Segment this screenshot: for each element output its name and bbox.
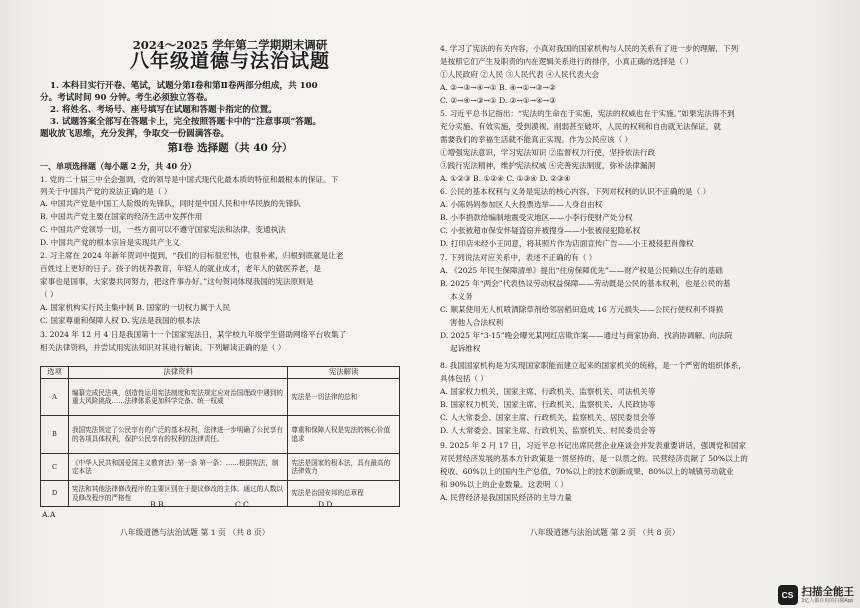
option-line: ③践行宪法精神，维护宪法权威 ④完善宪法制度，弥补法律漏洞 — [440, 161, 656, 170]
answer-choice: A.A — [42, 510, 56, 519]
scanner-watermark — [778, 585, 855, 605]
answer-choice: D.D — [318, 500, 333, 509]
reading-cell: 宪法是治国安邦的总章程 — [288, 481, 400, 507]
reading-cell: 宪法是一切法律的总和 — [288, 379, 400, 416]
exam-page-1 — [40, 0, 420, 580]
page-footer: 八年级道德与法治试题 第 1 页 （共 8 页） — [120, 528, 270, 537]
law-material-table — [40, 366, 400, 507]
option-line: D. 打印店未经小王同意，将其照片作为店面宣传广告——小王被侵犯肖像权 — [440, 239, 694, 248]
option-line: C. 顺某使用无人机喷洒除草剂给邻居稻田造成 16 万元损失——公民行使权利不得损 — [440, 305, 724, 314]
exam-term-title: 2024～2025 学年第二学期期末调研 — [132, 38, 328, 52]
option-line: C. 小张被超市保安怀疑盗窃并被搜身——小张被侵犯隐私权 — [440, 226, 641, 235]
table-row — [41, 379, 400, 416]
question-line: 6. 公民的基本权利与义务是宪法的核心内容。下列对权利的认识不正确的是（ ） — [440, 187, 711, 196]
question-line: 2. 习主席在 2024 年新年贺词中提到，“我们的目标很宏伟，也很朴素，归根到底就是让老 — [40, 251, 344, 260]
option-line: A. 国家机构实行民主集中制 B. 国家的一切权力属于人民 — [40, 303, 231, 312]
option-line: A. 国家权力机关、国家主席、行政机关、监察机关、司法机关等 — [440, 387, 656, 396]
option-line: A. 小陈妈妈参加区人大投票选举——人身自由权 — [440, 200, 603, 209]
option-line: C. 国家尊重和保障人权 D. 宪法是我国的根本法 — [40, 316, 201, 325]
reading-cell: 宪法是国家的根本法，具有最高的法律效力 — [288, 454, 400, 481]
camscanner-logo-icon: CS — [778, 585, 798, 605]
table-row — [41, 416, 400, 454]
question-line: （ ） — [40, 290, 58, 299]
watermark-tagline: 3亿人都在用的扫描App — [801, 597, 854, 604]
question-line: 相关法律资料，并尝试用宪法知识对其进行解读。下列解读正确的是（ ） — [40, 343, 286, 352]
watermark-app-name: 扫描全能王 — [801, 585, 854, 598]
question-line: 百姓过上更好的日子。孩子的抚养教育，年轻人的就业成才，老年人的就医养老，是 — [40, 264, 321, 273]
table-row — [41, 454, 400, 481]
question-line: 7. 下列说法对应关系中，表述不正确的有（ ） — [440, 253, 597, 262]
option-line: 害他人合法权利 — [450, 318, 504, 327]
reading-cell: 尊重和保障人权是宪法的核心价值追求 — [288, 416, 400, 454]
option-line: 本义务 — [450, 292, 473, 301]
option-line: B. 2025 年“两会”代表热议劳动权益保障——劳动既是公民的基本权利，也是公民的基 — [440, 279, 731, 288]
question-line: 需要我们的幸福生活就不能真正实现。作为公民应该（ ） — [440, 135, 633, 144]
section-title: 第Ⅰ卷 选择题（共 40 分） — [167, 142, 293, 154]
option-line: A. 民营经济是我国国民经济的主导力量 — [440, 493, 572, 502]
option-line: A. ②→③→④→① B. ④→①→③→② — [440, 83, 556, 92]
exam-subject-title: 八年级道德与法治试题 — [129, 50, 330, 72]
question-line: 5. 习近平总书记指出：“宪法的生命在于实施，宪法的权威也在于实施。”如果宪法得不到 — [440, 109, 735, 118]
option-line: B. 国家权力机关、国家主席、行政机关、监察机关、人民政协等 — [440, 400, 656, 409]
question-line: 4. 学习了宪法的有关内容，小真对我国的国家机构与人民的关系有了进一步的理解，下列 — [440, 44, 739, 53]
question-line: 列关于中国共产党的说法正确的是（ ） — [40, 187, 172, 196]
option-line: D. 人大常委会、国家主席、行政机关、监察机关、村民委员会等 — [440, 426, 656, 435]
option-line: 起诉维权 — [450, 344, 481, 353]
instruction-line: 2. 将姓名、考场号、座号填写在试题和答题卡指定的位置。 — [50, 105, 277, 115]
option-line: C. ②→④→③→① D. ②→①→④→③ — [440, 96, 557, 105]
page-footer: 八年级道德与法治试题 第 2 页 （共 8 页） — [530, 528, 680, 537]
material-cell: 编纂完成民法典，创造性运用宪法制度和宪法规定应对治国理政中遇到的重大风险挑战……法律体系更加科学完备、统一权威 — [68, 379, 287, 416]
option-cell: D — [41, 481, 69, 507]
table-header: 法律资料 — [68, 367, 287, 379]
option-line: B. 小李捐款给编制地震受灾地区——小李行使财产处分权 — [440, 213, 633, 222]
option-line: A. 中国共产党是中国工人阶级的先锋队，同时是中国人民和中华民族的先锋队 — [40, 199, 301, 208]
instruction-line: 分。考试时间 90 分钟。考生必须独立答卷。 — [40, 93, 213, 103]
material-cell: 宪法和其他法律修改程序的主要区别在于提议修改的主体、通过的人数以及修改程序的严格性 — [68, 481, 287, 507]
exam-page-2 — [440, 0, 830, 580]
material-cell: 我国宪法规定了公民享有的广泛的基本权利，法律进一步明确了公民享有的各项具体权利，保护公民享有的权利的法律责任。 — [68, 416, 287, 454]
option-line: C. 中国共产党领导一切，一些方面可以不遵守国家宪法和法律，变通执法 — [40, 225, 286, 234]
question-line: 3. 2024 年 12 月 4 日是我国第十一个国家宪法日，某学校九年级学生借助网络平台收集了 — [40, 330, 347, 339]
question-line: 8. 我国国家机构是为实现国家职能而建立起来的国家机关的统称，是一个严密的组织体系， — [440, 361, 746, 370]
option-line: C. 人大常委会、国家主席、行政机关、监察机关、居民委员会等 — [440, 413, 656, 422]
section-subtitle: 一、单项选择题（每小题 2 分，共 40 分） — [40, 161, 196, 171]
option-cell: A — [41, 379, 69, 416]
question-line: 是按照它们产生及职责的内在逻辑关系进行的排序，小真正确的选择是（ ） — [440, 57, 694, 66]
option-line: D. 中国共产党的根本宗旨是实现共产主义 — [40, 238, 180, 247]
answer-choice: C.C — [235, 500, 249, 509]
question-line: 家事也是国事，大家要共同努力，把这件事办好。”这句贺词体现我国的宪法原则是 — [40, 277, 314, 286]
option-line: ①人民政府 ②人民 ③人民代表 ④人民代表大会 — [440, 70, 600, 79]
question-line: 税收、60%以上的国内生产总值、70%以上的技术创新成果、80%以上的城镇劳动就业 — [440, 467, 734, 476]
option-cell: B — [41, 416, 69, 454]
question-line: 和 90%以上的企业数量。这表明（ ） — [440, 480, 569, 489]
answer-choice: B.B — [150, 500, 164, 509]
option-line: B. 中国共产党主要在国家的经济生活中发挥作用 — [40, 212, 203, 221]
table-row — [41, 481, 400, 507]
question-line: 具体包括（ ） — [440, 374, 488, 383]
material-cell: 《中华人民共和国爱国主义教育法》第一条 第一条：……根据宪法，制定本法 — [68, 454, 287, 481]
question-line: 充分实施、有效实施，受到漠视、削弱甚至破坏，人民的权利和自由就无法保证，就 — [440, 122, 721, 131]
instruction-line: 1. 本科目实行开卷、笔试，试题分第Ⅰ卷和第Ⅱ卷两部分组成，共 100 — [50, 81, 318, 91]
option-cell: C — [41, 454, 69, 481]
question-line: 9. 2025 年 2 月 17 日，习近平总书记出席民营企业座谈会并发表重要讲话，强调党和国家 — [440, 441, 747, 450]
instruction-line: 3. 试题答案全部写在答题卡上，完全按照答题卡中的“注意事项”答题。 — [50, 117, 322, 127]
question-line: 对民营经济发展的基本方针政策是一贯坚持的、是一以贯之的。民营经济贡献了 50%以上的 — [440, 454, 748, 463]
instruction-line: 题收放飞思维，充分发挥，争取交一份圆满答卷。 — [40, 129, 230, 139]
table-header: 选项 — [41, 367, 69, 379]
option-line: A. 《2025 年民生保障清单》提出“住房保障优先”——财产权是公民赖以生存的基础 — [440, 266, 723, 275]
option-line: A. ①②③ B. ①②④ C. ①③④ D. ②③④ — [440, 174, 571, 183]
option-line: D. 2025 年“3·15”晚会曝光某网红店欺诈案——通过与商家协商、找消协调解、向法院 — [440, 331, 733, 340]
option-line: ①增强宪法意识，学习宪法知识 ②监督权力行使，坚持依法行政 — [440, 148, 656, 157]
question-line: 1. 党的二十届三中全会强调，党的领导是中国式现代化最本质的特征和最根本的保证。下 — [40, 175, 339, 184]
table-header: 宪法解读 — [288, 367, 400, 379]
